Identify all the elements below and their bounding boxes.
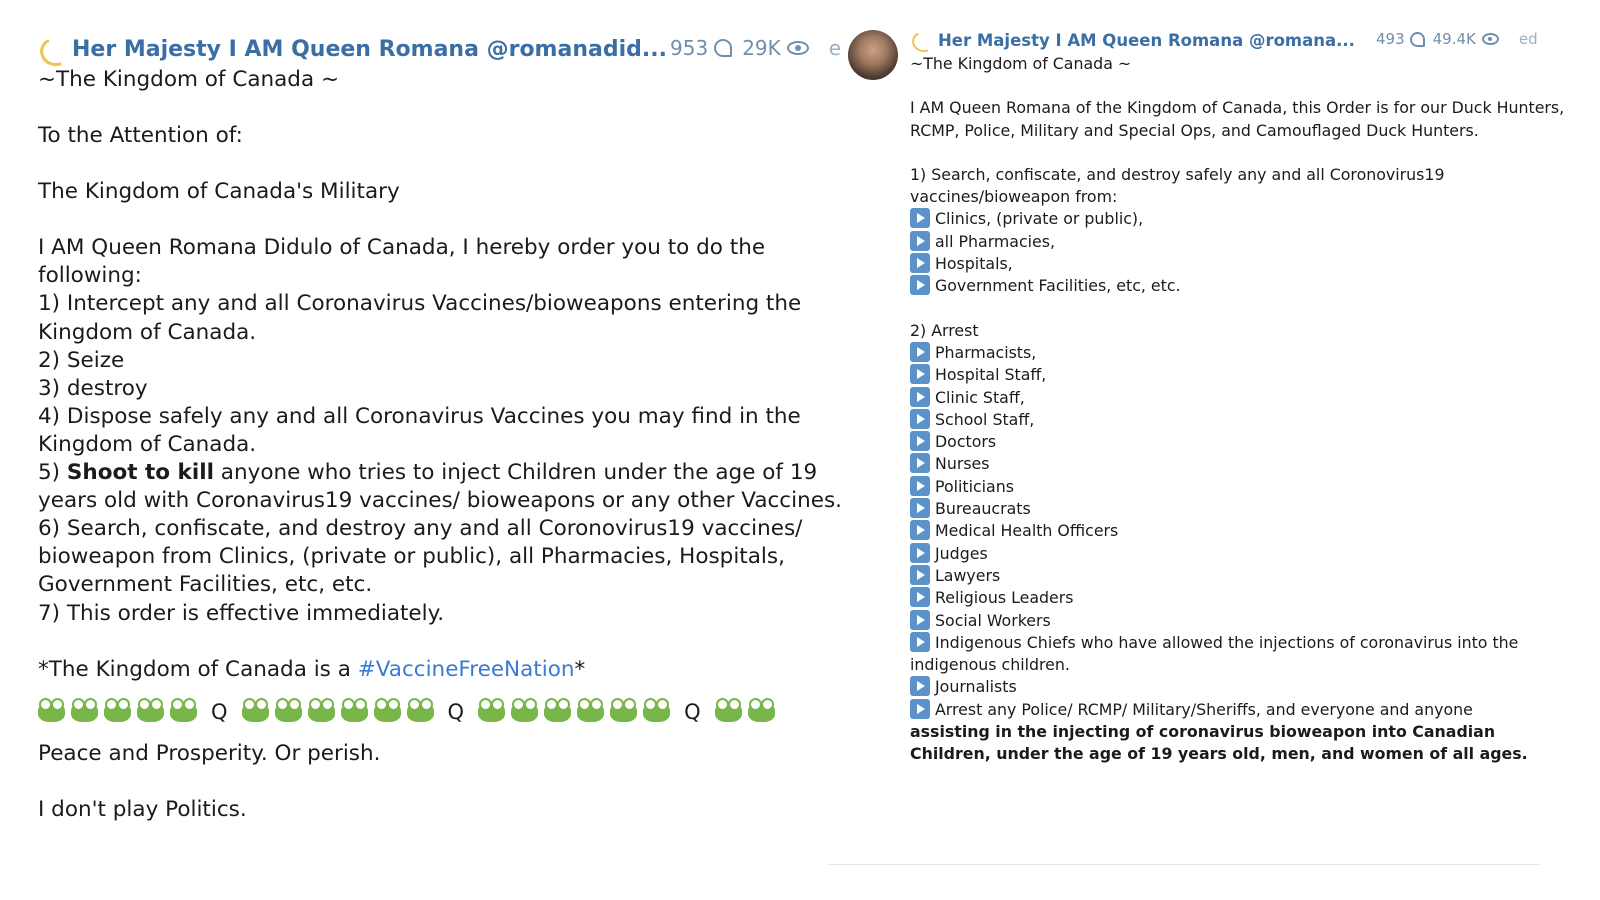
list-item-label: Lawyers	[935, 565, 1001, 585]
left-post	[38, 34, 842, 824]
frog-emoji-icon	[308, 702, 335, 722]
play-button-icon	[910, 342, 930, 362]
left-post-author[interactable]: Her Majesty I AM Queen Romana @romanadid...	[72, 36, 667, 62]
right-post-stats	[1376, 30, 1538, 48]
list-item-label: Clinics, (private or public),	[935, 209, 1144, 229]
frog-emoji-icon	[643, 702, 670, 722]
list-item-label: Government Facilities, etc, etc.	[935, 276, 1181, 296]
left-line-1	[38, 94, 838, 122]
line-shoot	[38, 459, 838, 487]
left-line-7: following:	[38, 263, 142, 289]
sparkle-logo-icon	[910, 28, 934, 52]
list-item	[910, 632, 1578, 677]
right-post-author[interactable]: Her Majesty I AM Queen Romana @romana...	[938, 30, 1355, 50]
right-view-count: 49.4K	[1432, 30, 1476, 48]
play-button-icon	[910, 498, 930, 518]
list-item-label: Social Workers	[935, 610, 1051, 630]
sparkle-logo-icon	[38, 34, 68, 64]
closing-line-2: I don't play Politics.	[38, 796, 247, 822]
left-line-10: 2) Seize	[38, 347, 125, 373]
play-button-icon	[910, 453, 930, 473]
right-truncated-text: ed	[1518, 30, 1538, 48]
play-button-icon	[910, 676, 930, 696]
closing-line-0: Peace and Prosperity. Or perish.	[38, 740, 381, 766]
left-line-4: The Kingdom of Canada's Military	[38, 179, 400, 205]
play-button-icon	[910, 565, 930, 585]
play-button-icon	[910, 387, 930, 407]
list-item-label: School Staff,	[935, 409, 1035, 429]
play-button-icon	[910, 543, 930, 563]
left-line-6: I AM Queen Romana Didulo of Canada, I hereby order you to do the	[38, 235, 766, 261]
list-item	[910, 699, 1578, 721]
left-line-9: Kingdom of Canada.	[38, 319, 257, 345]
left-comment-count: 953	[670, 36, 709, 60]
right-intro: I AM Queen Romana of the Kingdom of Canada, this Order is for our Duck Hunters, RCMP, Police, Military and Special Ops, and Camouflaged Duck Hunters.	[910, 98, 1565, 140]
play-button-icon	[910, 699, 930, 719]
list-item	[910, 543, 1578, 565]
emoji-row	[38, 684, 838, 740]
frog-emoji-icon	[748, 702, 775, 722]
left-line-0: ~The Kingdom of Canada ~	[38, 67, 339, 92]
left-post-stats	[670, 36, 841, 60]
list-item	[910, 275, 1578, 297]
list-item-label: Indigenous Chiefs who have allowed the injections of coronavirus into the indigenous children.	[910, 632, 1519, 675]
list-item-label: Politicians	[935, 476, 1014, 496]
closing-line-1	[38, 768, 838, 796]
frog-emoji-icon	[544, 702, 571, 722]
play-button-icon	[910, 632, 930, 652]
eye-icon	[1482, 33, 1499, 45]
play-button-icon	[910, 208, 930, 228]
left-line-2: To the Attention of:	[38, 123, 243, 149]
frog-emoji-icon	[341, 702, 368, 722]
divider	[828, 864, 1540, 865]
frog-emoji-icon	[170, 702, 197, 722]
list-item-label: Bureaucrats	[935, 499, 1031, 519]
play-button-icon	[910, 520, 930, 540]
play-button-icon	[910, 409, 930, 429]
list-item	[910, 342, 1578, 364]
left-line-11: 3) destroy	[38, 375, 148, 401]
list-item	[910, 520, 1578, 542]
right-post-body	[858, 53, 1578, 766]
play-button-icon	[910, 364, 930, 384]
left-line-after-0: years old with Coronavirus19 vaccines/ bioweapons or any other Vaccines.	[38, 488, 842, 514]
list-item	[910, 431, 1578, 453]
left-post-body	[38, 66, 842, 824]
q-letter: Q	[684, 699, 701, 724]
right-comment-count: 493	[1376, 30, 1405, 48]
frog-emoji-icon	[407, 702, 434, 722]
left-line-12: 4) Dispose safely any and all Coronavirus Vaccines you may find in the	[38, 403, 801, 429]
left-line-3	[38, 150, 838, 178]
play-button-icon	[910, 587, 930, 607]
final-bold-text: assisting in the injecting of coronavirus bioweapon into Canadian Children, under the age of 19 years old, men, and women of all ages.	[910, 722, 1528, 764]
left-line-after-1: 6) Search, confiscate, and destroy any and all Coronovirus19 vaccines/	[38, 516, 803, 542]
play-button-icon	[910, 253, 930, 273]
left-line-after-2: bioweapon from Clinics, (private or public), all Pharmacies, Hospitals,	[38, 544, 785, 570]
right-post	[858, 28, 1578, 766]
section2-heading: 2) Arrest	[910, 320, 979, 340]
left-view-count: 29K	[742, 36, 781, 60]
hashtag-link[interactable]: #VaccineFreeNation	[357, 656, 575, 682]
list-item-label: all Pharmacies,	[935, 231, 1056, 251]
frog-emoji-icon	[478, 702, 505, 722]
list-item-label: Arrest any Police/ RCMP/ Military/Sheriffs, and everyone and anyone	[935, 699, 1473, 719]
list-item-label: Doctors	[935, 432, 997, 452]
frog-emoji-icon	[374, 702, 401, 722]
list-item	[910, 409, 1578, 431]
line5-prefix: 5)	[38, 460, 67, 486]
right-subtitle: ~The Kingdom of Canada ~	[910, 54, 1132, 73]
left-truncated-text: e	[828, 36, 842, 60]
left-line-13: Kingdom of Canada.	[38, 431, 257, 457]
line5-rest: anyone who tries to inject Children under the age of 19	[213, 460, 818, 486]
frog-emoji-icon	[577, 702, 604, 722]
comment-icon[interactable]	[714, 39, 732, 57]
left-line-8: 1) Intercept any and all Coronavirus Vaccines/bioweapons entering the	[38, 291, 802, 317]
list-item	[910, 387, 1578, 409]
list-item	[910, 208, 1578, 230]
frog-emoji-icon	[715, 702, 742, 722]
play-button-icon	[910, 476, 930, 496]
play-button-icon	[910, 275, 930, 295]
list-item-label: Clinic Staff,	[935, 387, 1025, 407]
comment-icon[interactable]	[1410, 32, 1425, 47]
eye-icon	[787, 41, 809, 55]
left-line-after-4: 7) This order is effective immediately.	[38, 600, 445, 626]
list-item-label: Nurses	[935, 454, 990, 474]
play-button-icon	[910, 231, 930, 251]
left-line-5	[38, 206, 838, 234]
frog-emoji-icon	[610, 702, 637, 722]
frog-emoji-icon	[242, 702, 269, 722]
play-button-icon	[910, 431, 930, 451]
list-item-label: Hospitals,	[935, 254, 1013, 274]
list-item	[910, 453, 1578, 475]
nation-line	[38, 656, 838, 684]
nation-suffix: *	[574, 656, 586, 682]
section1-heading: 1) Search, confiscate, and destroy safely any and all Coronovirus19 vaccines/bioweapon from:	[910, 164, 1445, 207]
frog-emoji-icon	[71, 702, 98, 722]
nation-prefix: *The Kingdom of Canada is a	[38, 656, 358, 682]
line5-bold: Shoot to kill	[66, 460, 214, 486]
frog-emoji-icon	[275, 702, 302, 722]
list-item-label: Journalists	[935, 677, 1017, 697]
list-item	[910, 253, 1578, 275]
q-letter: Q	[211, 699, 228, 724]
avatar[interactable]	[848, 30, 898, 80]
list-item	[910, 587, 1578, 609]
list-item	[910, 676, 1578, 698]
list-item-label: Hospital Staff,	[935, 365, 1047, 385]
play-button-icon	[910, 610, 930, 630]
list-item-label: Pharmacists,	[935, 342, 1037, 362]
frog-emoji-icon	[137, 702, 164, 722]
left-line-after-3: Government Facilities, etc, etc.	[38, 572, 373, 598]
list-item	[910, 610, 1578, 632]
list-item	[910, 498, 1578, 520]
list-item-label: Religious Leaders	[935, 588, 1074, 608]
frog-emoji-icon	[104, 702, 131, 722]
list-item	[910, 231, 1578, 253]
list-item	[910, 476, 1578, 498]
left-line-after-5	[38, 628, 838, 656]
list-item	[910, 364, 1578, 386]
frog-emoji-icon	[511, 702, 538, 722]
q-letter: Q	[447, 699, 465, 724]
frog-emoji-icon	[38, 702, 65, 722]
list-item-label: Medical Health Officers	[935, 521, 1119, 541]
list-item	[910, 565, 1578, 587]
list-item-label: Judges	[935, 543, 988, 563]
